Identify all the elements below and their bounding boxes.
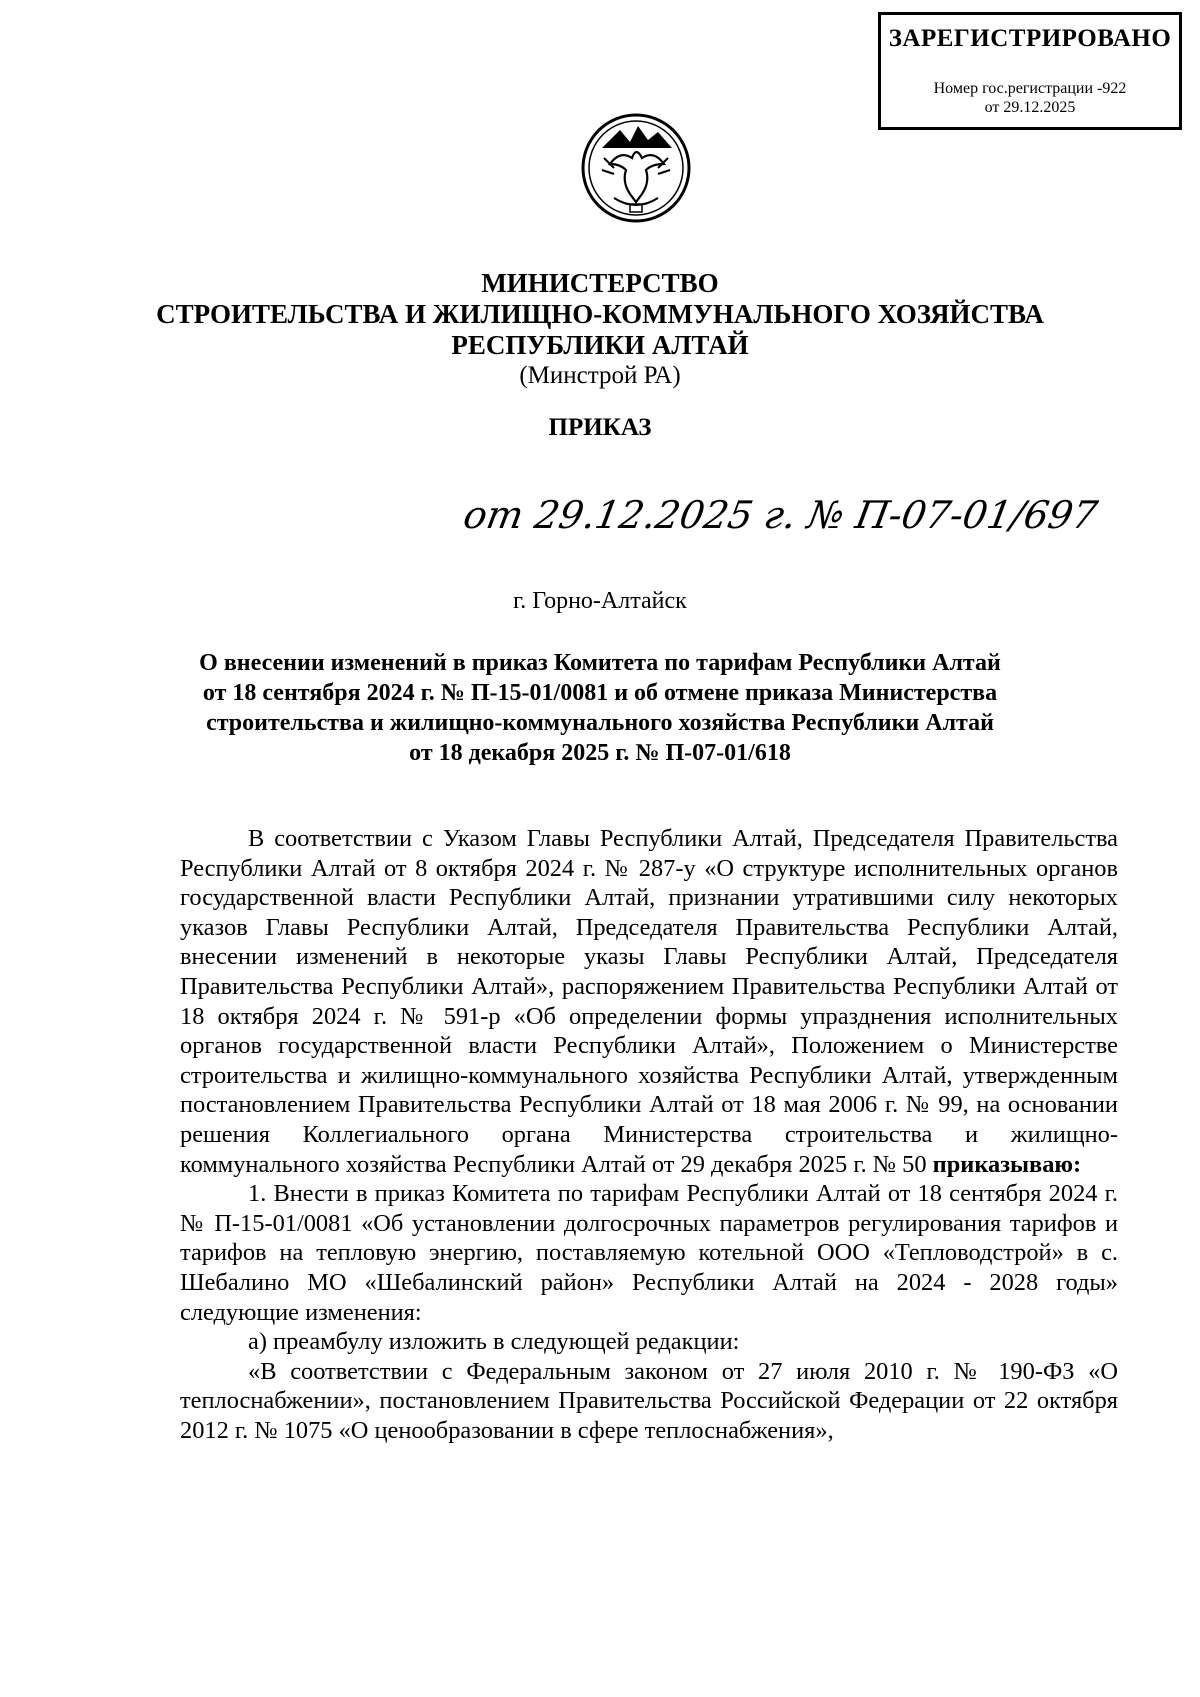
document-body — [180, 824, 1118, 1445]
title-line-3: строительства и жилищно-коммунального хозяйства Республики Алтай — [206, 710, 994, 736]
title-line-2: от 18 сентября 2024 г. № П-15-01/0081 и об отмене приказа Министерства — [202, 680, 998, 706]
handwritten-date-number — [460, 482, 1101, 552]
title-line-1: О внесении изменений в приказ Комитета по тарифам Республики Алтай — [199, 650, 1001, 676]
stamp-reg-number: Номер гос.регистрации -922 — [933, 80, 1127, 97]
ministry-line-2: СТРОИТЕЛЬСТВА И ЖИЛИЩНО-КОММУНАЛЬНОГО ХОЗЯЙСТВА — [156, 299, 1044, 329]
paragraph-item-1: 1. Внести в приказ Комитета по тарифам Республики Алтай от 18 сентября 2024 г. № П-15-01/0081 «Об установлении долгосрочных параметров регулирования тарифов и тарифов на тепловую энергию, поставляемую котельной ООО «Тепловодстрой» в с. Шебалино МО «Шебалинский район» Республики Алтай на 2024 - 2028 годы» следующие изменения: — [180, 1180, 1118, 1326]
title-line-4: от 18 декабря 2025 г. № П-07-01/618 — [409, 740, 791, 766]
city: г. Горно-Алтайск — [513, 588, 687, 614]
stamp-title: ЗАРЕГИСТРИРОВАНО — [888, 25, 1172, 52]
ministry-abbreviation: (Минстрой РА) — [519, 362, 681, 389]
preamble-text: В соответствии с Указом Главы Республики Алтай, Председателя Правительства Республики Алтай от 8 октября 2024 г. № 287-у «О структуре исполнительных органов государственной власти Республики Алтай, признании утратившими силу некоторых указов Главы Республики Алтай, Председателя Правительства Республики Алтай, внесении изменений в некоторые указы Главы Республики Алтай, Председателя Правительства Республики Алтай», распоряжением Правительства Республики Алтай от 18 октября 2024 г. № 591-р «Об определении формы упразднения исполнительных органов государственной власти Республики Алтай», Положением о Министерстве строительства и жилищно-коммунального хозяйства Республики Алтай, утвержденным постановлением Правительства Республики Алтай от 18 мая 2006 г. № 99, на основании решения Коллегиального органа Министерства строительства и жилищно-коммунального хозяйства Республики Алтай от 29 декабря 2025 г. № 50 — [180, 825, 1118, 1178]
paragraph-preamble — [180, 824, 1118, 1179]
registration-stamp — [878, 12, 1182, 130]
ministry-line-1: МИНИСТЕРСТВО — [481, 268, 719, 298]
order-keyword: приказываю: — [932, 1150, 1082, 1178]
republic-altai-coat-of-arms-icon — [580, 108, 692, 226]
ministry-name — [0, 268, 1200, 361]
stamp-reg-date: от 29.12.2025 — [984, 99, 1076, 116]
paragraph-quote: «В соответствии с Федеральным законом от 27 июля 2010 г. № 190-ФЗ «О теплоснабжении», постановлением Правительства Российской Федерации от 22 октября 2012 г. № 1075 «О ценообразовании в сфере теплоснабжения», — [180, 1357, 1118, 1444]
handwritten-text: от 29.12.2025 г. № П-07-01/697 — [460, 493, 1101, 538]
document-type: ПРИКАЗ — [548, 414, 652, 441]
document-title — [180, 648, 1020, 768]
ministry-line-3: РЕСПУБЛИКИ АЛТАЙ — [451, 330, 749, 360]
paragraph-item-a: а) преамбулу изложить в следующей редакции: — [248, 1328, 740, 1356]
